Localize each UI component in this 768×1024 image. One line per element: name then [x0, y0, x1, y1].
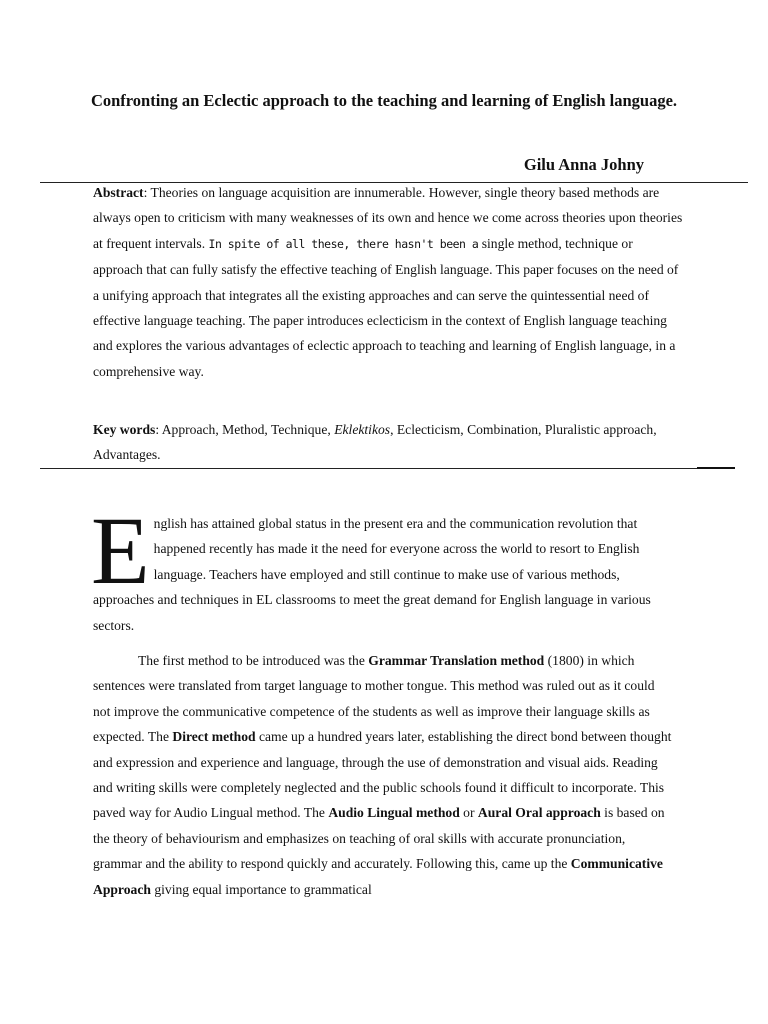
para2-text-4: or [459, 805, 478, 821]
body-paragraph-1-text: nglish has attained global status in the present era and the communication revolution that happened recently has made it the need for everyone across the world to resort to English language. Teachers have employed and still continue to make use of various methods, approaches and techniques in EL classrooms to meet the great demand for English language in various sectors. [93, 516, 651, 633]
abstract-text-b: single method, technique or approach that can fully satisfy the effective teaching of English language. This paper focuses on the need of a unifying approach that integrates all the existing approaches and can serve the quintessential need of effective language teaching. The paper introduces eclecticism in the context of English language teaching and explores the various advantages of eclectic approach to teaching and learning of English language, in a comprehensive way. [93, 235, 679, 379]
paper-title: Confronting an Eclectic approach to the teaching and learning of English language. [90, 91, 678, 110]
term-grammar-translation: Grammar Translation method [368, 653, 545, 669]
abstract-text-handwritten: In spite of all these, there hasn't been a [208, 236, 479, 251]
body-paragraph-1 [91, 497, 675, 638]
body-paragraph-2 [93, 648, 675, 902]
body-text [91, 497, 675, 902]
para2-text-2: (1800) in which sentences were translated from target language to mother tongue. This method was ruled out as it could not improve the communicative competence of the students as well as improve their language skills as expected. The [93, 653, 655, 745]
term-communicative: Communicative Approach [93, 856, 663, 897]
term-audio-lingual: Audio Lingual method [328, 805, 460, 821]
keywords-text-a: : Approach, Method, Technique, [155, 422, 335, 437]
para2-text-6: giving equal importance to grammatical [150, 881, 372, 897]
author-name: Gilu Anna Johny [523, 155, 644, 174]
abstract-text-a: : Theories on language acquisition are innumerable. However, single theory based methods are always open to criticism with many weaknesses of its own and hence we come across theories upon theories at frequent intervals. [93, 185, 683, 251]
para2-text-1: The first method to be introduced was the [138, 653, 369, 669]
abstract [93, 180, 685, 384]
term-aural-oral: Aural Oral approach [477, 805, 601, 821]
bottom-divider-right [697, 467, 735, 469]
para2-text-3: came up a hundred years later, establishing the direct bond between thought and expression and experience and language, through the use of demonstration and visual aids. Reading and writing skills were completely neglected and the public schools found it difficult to incorporate. This paved way for Audio Lingual method. The [93, 729, 672, 821]
abstract-label: Abstract [93, 185, 144, 200]
keywords-label: Key words [93, 422, 156, 437]
keywords-italic-term: Eklektikos [334, 422, 391, 437]
drop-cap: E [91, 497, 150, 604]
bottom-divider [40, 468, 700, 469]
keywords [93, 417, 685, 468]
term-direct-method: Direct method [172, 729, 256, 745]
para2-text-5: is based on the theory of behaviourism and emphasizes on teaching of oral skills with accurate pronunciation, grammar and the ability to respond quickly and accurately. Following this, came up the [93, 805, 665, 872]
top-divider-right [690, 182, 748, 183]
keywords-text-b: , Eclecticism, Combination, Pluralistic approach, Advantages. [93, 422, 657, 463]
